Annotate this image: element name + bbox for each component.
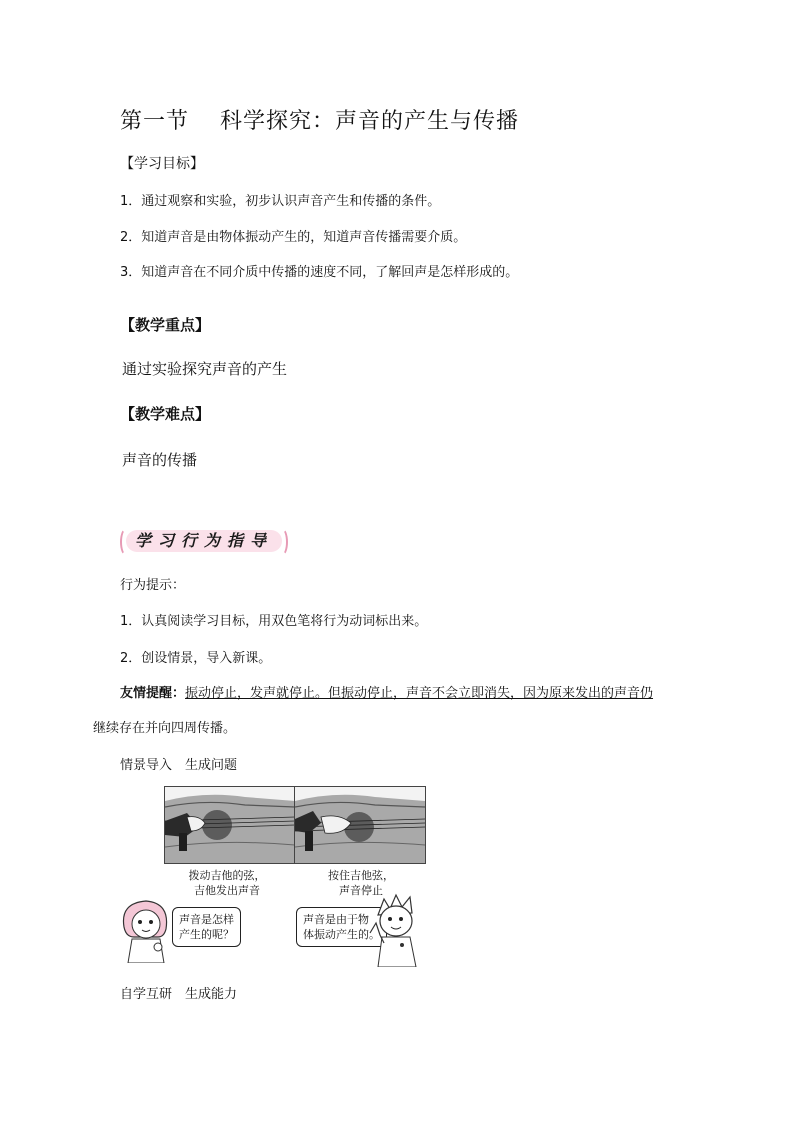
difficult-point-text: 声音的传播 [122, 451, 198, 469]
guitar-plucking-photo [164, 786, 296, 864]
difficult-point-heading: 【教学难点】 [120, 405, 211, 423]
scenario-heading: 情景导入 生成问题 [120, 758, 238, 773]
tip-line [120, 682, 653, 701]
question-bubble: 声音是怎样 产生的呢？ [172, 907, 241, 947]
guitar-muted-photo [294, 786, 426, 864]
key-point-heading: 【教学重点】 [120, 316, 211, 334]
caption-muted: 按住吉他弦， 声音停止 [328, 869, 394, 897]
banner-label: 学习行为指导 [134, 531, 273, 550]
key-point-text: 通过实验探究声音的产生 [122, 360, 288, 378]
self-study-heading: 自学互研 生成能力 [120, 987, 238, 1002]
objective-item: 1．通过观察和实验，初步认识声音产生和传播的条件。 [120, 194, 441, 209]
girl-cartoon [118, 897, 174, 963]
behavior-item: 2．创设情景，导入新课。 [120, 651, 272, 666]
page-title: 第一节 科学探究：声音的产生与传播 [120, 109, 519, 134]
behavior-item: 1．认真阅读学习目标，用双色笔将行为动词标出来。 [120, 614, 428, 629]
answer-bubble: 声音是由于物 体振动产生的。 [296, 907, 387, 947]
behavior-label: 行为提示： [120, 578, 186, 593]
objective-item: 3．知道声音在不同介质中传播的速度不同，了解回声是怎样形成的。 [120, 265, 519, 280]
caption-plucking: 拨动吉他的弦， 吉他发出声音 [188, 869, 266, 897]
objectives-heading: 【学习目标】 [120, 156, 204, 172]
tip-text: 振动停止，发声就停止。但振动停止，声音不会立即消失，因为原来发出的声音仍 [185, 686, 654, 701]
objective-item: 2．知道声音是由物体振动产生的，知道声音传播需要介质。 [120, 230, 467, 245]
tip-continuation: 继续存在并向四周传播。 [93, 721, 237, 736]
tip-label: 友情提醒： [120, 686, 186, 701]
boy-cartoon [366, 893, 428, 967]
section-banner [120, 527, 288, 555]
